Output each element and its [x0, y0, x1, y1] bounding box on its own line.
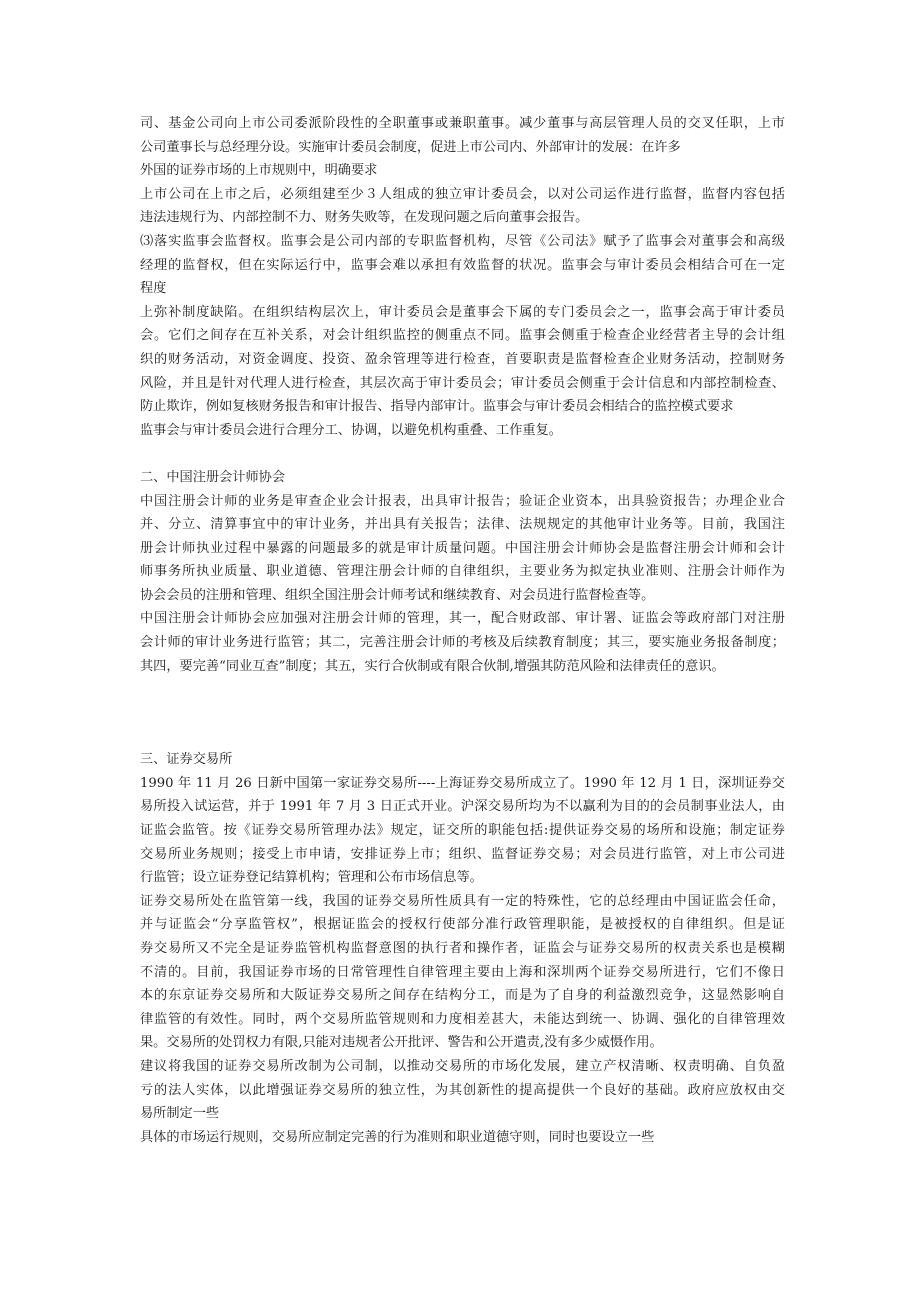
text-line: 本的东京证券交易所和大阪证券交易所之间存在结构分工，而是为了自身的利益激烈竞争，这显然影响自: [140, 988, 785, 1004]
text-line: 经理的监督权，但在实际运行中，监事会难以承担有效监督的状况。监事会与审计委员会相结合可在一定: [140, 257, 785, 273]
text-line: 协会会员的注册和管理、组织全国注册会计师考试和继续教育、对会员进行监督检查等。: [140, 587, 655, 603]
text-line: 上市公司在上市之后，必须组建至少３人组成的独立审计委员会，以对公司运作进行监督，监督内容包括: [140, 186, 785, 202]
text-line: 程度: [140, 281, 167, 297]
text-line: 外国的证券市场的上市规则中，明确要求: [140, 163, 378, 179]
text-line: ⑶落实监事会监督权。监事会是公司内部的专职监督机构，尽管《公司法》赋予了监事会对董事会和高级: [140, 233, 785, 249]
text-line: 防止欺诈，例如复核财务报告和审计报告、指导内部审计。监事会与审计委员会相结合的监控模式要求: [140, 399, 734, 415]
section-cpa: [140, 466, 785, 678]
text-line: 中国注册会计师协会应加强对注册会计师的管理，其一，配合财政部、审计署、证监会等政府部门对注册: [140, 611, 785, 627]
document-page: [140, 112, 785, 1149]
text-line: 公司董事长与总经理分设。实施审计委员会制度，促进上市公司内、外部审计的发展：在许多: [140, 139, 681, 155]
text-line: 其四，要完善“同业互查”制度；其五，实行合伙制或有限合伙制,增强其防范风险和法律责任的意识。: [140, 658, 725, 674]
spacer: [140, 442, 785, 466]
text-line: 证监会监管。按《证券交易所管理办法》规定，证交所的职能包括:提供证券交易的场所和设施；制定证券: [140, 823, 785, 839]
text-line: 建议将我国的证券交易所改制为公司制，以推动交易所的市场化发展，建立产权清晰、权责明确、自负盈: [140, 1058, 785, 1074]
text-line: 并与证监会“分享监管权”，根据证监会的授权行使部分准行政管理职能，是被授权的自律组织。但是证: [140, 917, 785, 933]
text-line: 违法违规行为、内部控制不力、财务失败等，在发现问题之后向董事会报告。: [140, 210, 589, 226]
text-line: 上弥补制度缺陷。在组织结构层次上，审计委员会是董事会下属的专门委员会之一，监事会高于审计委员: [140, 304, 785, 320]
section-heading: 三、证券交易所: [140, 752, 233, 768]
text-line: 行监管；设立证券登记结算机构；管理和公布市场信息等。: [140, 870, 483, 886]
section-intro: [140, 112, 785, 442]
text-line: 中国注册会计师的业务是审查企业会计报表，出具审计报告；验证企业资本，出具验资报告；办理企业合: [140, 493, 785, 509]
text-line: 具体的市场运行规则，交易所应制定完善的行为准则和职业道德守则，同时也要设立一些: [140, 1129, 655, 1145]
section-exchange: [140, 748, 785, 1149]
text-line: 易所投入试运营，并于 1991 年 7 月 3 日正式开业。沪深交易所均为不以赢利为目的的会员制事业法人，由: [140, 799, 785, 815]
text-line: 不清的。目前，我国证券市场的日常管理性自律管理主要由上海和深圳两个证券交易所进行，它们不像日: [140, 964, 785, 980]
text-line: 监事会与审计委员会进行合理分工、协调，以避免机构重叠、工作重复。: [140, 422, 562, 438]
text-line: 织的财务活动，对资金调度、投资、盈余管理等进行检查，首要职责是监督检查企业财务活动，控制财务: [140, 351, 785, 367]
text-line: 风险，并且是针对代理人进行检查，其层次高于审计委员会；审计委员会侧重于会计信息和内部控制检查、: [140, 375, 785, 391]
text-line: 会计师的审计业务进行监管；其二，完善注册会计师的考核及后续教育制度；其三，要实施业务报备制度；: [140, 635, 785, 651]
text-line: 果。交易所的处罚权力有限,只能对违规者公开批评、警告和公开遣责,没有多少威慑作用。: [140, 1035, 663, 1051]
text-line: 律监管的有效性。同时，两个交易所监管规则和力度相差甚大，未能达到统一、协调、强化的自律管理效: [140, 1011, 785, 1027]
text-line: 并、分立、清算事宜中的审计业务，并出具有关报告；法律、法规规定的其他审计业务等。目前，我国注: [140, 517, 785, 533]
text-line: 司、基金公司向上市公司委派阶段性的全职董事或兼职董事。减少董事与高层管理人员的交叉任职，上市: [140, 116, 785, 131]
text-line: 师事务所执业质量、职业道德、管理注册会计师的自律组织，主要业务为拟定执业准则、注册会计师作为: [140, 564, 785, 580]
text-line: 1990 年 11 月 26 日新中国第一家证券交易所----上海证券交易所成立了。1990 年 12 月 1 日，深圳证券交: [140, 775, 785, 791]
text-line: 证券交易所处在监管第一线，我国的证券交易所性质具有一定的特殊性，它的总经理由中国证监会任命，: [140, 893, 785, 909]
text-line: 会。它们之间存在互补关系，对会计组织监控的侧重点不同。监事会侧重于检查企业经营者主导的会计组: [140, 328, 785, 344]
text-line: 亏的法人实体，以此增强证券交易所的独立性，为其创新性的提高提供一个良好的基础。政府应放权由交: [140, 1082, 785, 1098]
text-line: 券交易所又不完全是证券监管机构监督意图的执行者和操作者，证监会与证券交易所的权责关系也是模糊: [140, 941, 785, 956]
text-line: 册会计师执业过程中暴露的问题最多的就是审计质量问题。中国注册会计师协会是监督注册会计师和会计: [140, 540, 785, 556]
section-heading: 二、中国注册会计师协会: [140, 469, 286, 485]
spacer: [140, 678, 785, 748]
text-line: 易所制定一些: [140, 1106, 220, 1122]
text-line: 交易所业务规则；接受上市申请，安排证券上市；组织、监督证券交易；对会员进行监管，对上市公司进: [140, 846, 785, 862]
